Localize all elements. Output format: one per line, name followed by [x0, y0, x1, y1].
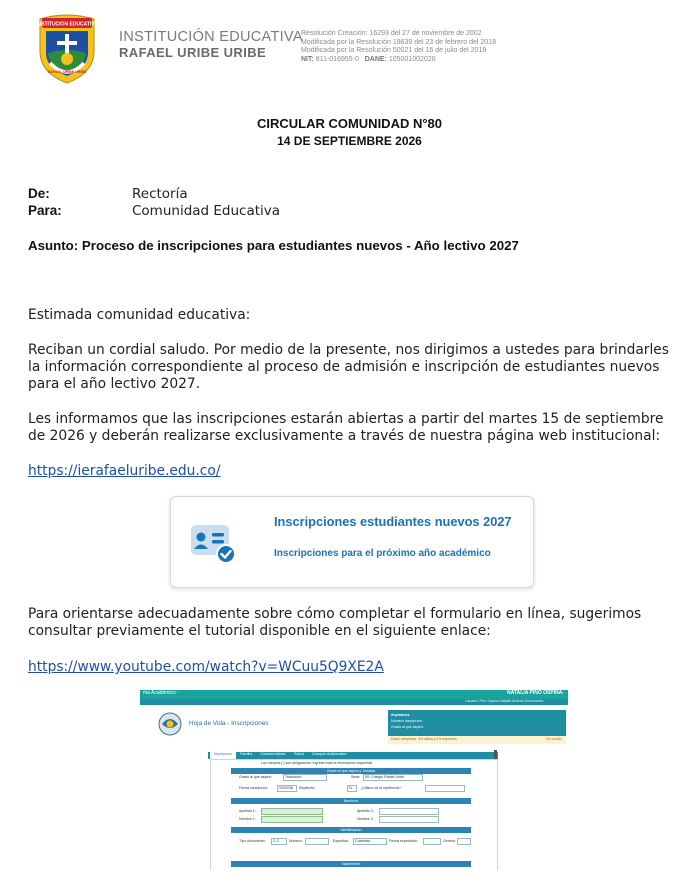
nit-dane-line: NIT: 811-016955-0 DANE: 105001002020	[301, 55, 436, 63]
de-label: De:	[28, 186, 50, 201]
numero-input	[305, 838, 329, 845]
id-card-check-icon	[189, 521, 237, 565]
topbar-title: ma Académico -	[143, 690, 179, 696]
expedido-label: Expedido:	[333, 839, 349, 843]
fecha-exp-input	[423, 838, 441, 845]
tab-campos-adicionales: Campos Adicionales	[312, 752, 347, 756]
grado-label: Grado al que aspira:	[239, 775, 272, 779]
legal-line: Modificada por la Resolución 50021 del 16 de julio del 2018	[301, 47, 487, 54]
fecha-label: Fecha inscripción:	[239, 786, 268, 790]
screenshot-warning-bar	[388, 736, 566, 744]
subbar-user-info: Usuario: Pino Ospina Natalia Andrea Documento:	[465, 699, 544, 703]
section-nombres: Nombres	[231, 798, 471, 804]
section-grado: Grado al que aspira y Jornada	[231, 768, 471, 774]
warning-text: Datos completos: 3% válido y 0% requerido	[391, 737, 457, 741]
nombre1-input	[261, 816, 323, 823]
legal-info-block	[301, 30, 496, 64]
school-crest-icon	[36, 13, 98, 85]
inscripciones-banner[interactable]	[170, 496, 534, 588]
nombre1-label: Nombre 1:	[239, 817, 256, 821]
tipo-doc-select: C.C.	[271, 838, 287, 845]
institution-name-line2: RAFAEL URIBE URIBE	[119, 45, 267, 60]
section-nacimiento: Nacimiento	[231, 861, 471, 867]
website-link[interactable]: https://ierafaeluribe.edu.co/	[28, 463, 221, 479]
info-line: Aspirantes	[391, 713, 410, 717]
screenshot-page-title: Hoja de Vida - Inscripciones	[189, 720, 269, 727]
paragraph-dates: Les informamos que las inscripciones estarán abiertas a partir del martes 15 de septiembre de 2026 y deberán realizarse exclusivamente a través de nuestra página web institucional:	[28, 411, 664, 444]
para-label: Para:	[28, 203, 62, 218]
ultimo-input	[425, 785, 465, 792]
registration-form-screenshot	[140, 690, 568, 870]
institution-name-line1: INSTITUCIÓN EDUCATIVA	[119, 29, 303, 45]
globe-logo-icon	[156, 712, 184, 736]
section-identificacion: Identificación	[231, 827, 471, 833]
apellido2-label: Apellido 2:	[357, 809, 374, 813]
tab-familia: Familia	[240, 752, 253, 756]
banner-title: Inscripciones estudiantes nuevos 2027	[274, 514, 512, 529]
grado-select: Transición	[283, 774, 327, 781]
screenshot-subbar	[140, 699, 568, 705]
svg-text:RAFAEL URIBE URIBE: RAFAEL URIBE URIBE	[47, 70, 87, 74]
svg-text:INSTITUCION EDUCATIVA: INSTITUCION EDUCATIVA	[36, 21, 98, 28]
warning-link: Ver detalle	[545, 737, 562, 741]
info-line: Número inscripción:	[391, 719, 423, 723]
video-link[interactable]: https://www.youtube.com/watch?v=WCuu5Q9XE2A	[28, 659, 384, 675]
screenshot-form	[210, 759, 498, 870]
para-value: Comunidad Educativa	[132, 203, 281, 219]
legal-line: Resolución Creación: 16293 del 27 de noviembre de 2002	[301, 30, 482, 37]
genero-label: Género:	[443, 839, 456, 843]
ultimo-label: ¿Último de la repitencia?:	[361, 786, 402, 790]
fecha-exp-label: Fecha expedición:	[389, 839, 419, 843]
required-notice: Los campos [ ] son obligatorios. Ingrese toda la información requerida	[261, 761, 373, 765]
screenshot-tabs	[208, 752, 498, 759]
screenshot-info-box	[388, 710, 566, 736]
topbar-user: NATALIA PINO OSPINA-	[507, 690, 564, 696]
apellido2-input	[379, 808, 439, 815]
nombre2-input	[379, 816, 439, 823]
tipo-doc-label: Tipo documento:	[239, 839, 266, 843]
info-line: Grado al que aspira:	[391, 725, 424, 729]
subject-line: Asunto: Proceso de inscripciones para estudiantes nuevos - Año lectivo 2027	[28, 238, 519, 253]
tab-caracteristicas: Características	[260, 752, 286, 756]
repitente-select: N	[347, 785, 357, 792]
paragraph-tutorial: Para orientarse adecuadamente sobre cómo completar el formulario en línea, sugerimos consultar previamente el tutorial disponible en el siguiente enlace:	[28, 606, 642, 639]
legal-line: Modificada por la Resolución 18639 del 23 de febrero del 2018	[301, 38, 496, 46]
sede-label: Sede:	[351, 775, 361, 779]
expedido-select: Colombia	[353, 838, 387, 845]
genero-select	[457, 838, 471, 845]
de-value: Rectoría	[132, 186, 188, 202]
sede-select: 00: Colegio Rafael Uribe	[363, 774, 423, 781]
tab-inscripcion: Inscripción	[210, 752, 236, 759]
numero-label: Número:	[289, 839, 303, 843]
paragraph-intro: Reciban un cordial saludo. Por medio de la presente, nos dirigimos a ustedes para brindarles la información correspondiente al proceso de admisión e inscripción de estudiantes nuevos para el año lectivo 2027.	[28, 342, 669, 392]
apellido1-input	[261, 808, 323, 815]
greeting: Estimada comunidad educativa:	[28, 307, 251, 323]
repitente-label: Repitente:	[299, 786, 316, 790]
fecha-input: 09/02/08	[277, 785, 297, 792]
banner-subtitle: Inscripciones para el próximo año académico	[274, 548, 491, 559]
circular-date: 14 DE SEPTIEMBRE 2026	[277, 134, 422, 148]
screenshot-topbar	[140, 690, 568, 699]
apellido1-label: Apellido 1:	[239, 809, 256, 813]
tab-salud: Salud	[294, 752, 304, 756]
nombre2-label: Nombre 2:	[357, 817, 374, 821]
circular-title: CIRCULAR COMUNIDAD N°80	[256, 116, 443, 131]
